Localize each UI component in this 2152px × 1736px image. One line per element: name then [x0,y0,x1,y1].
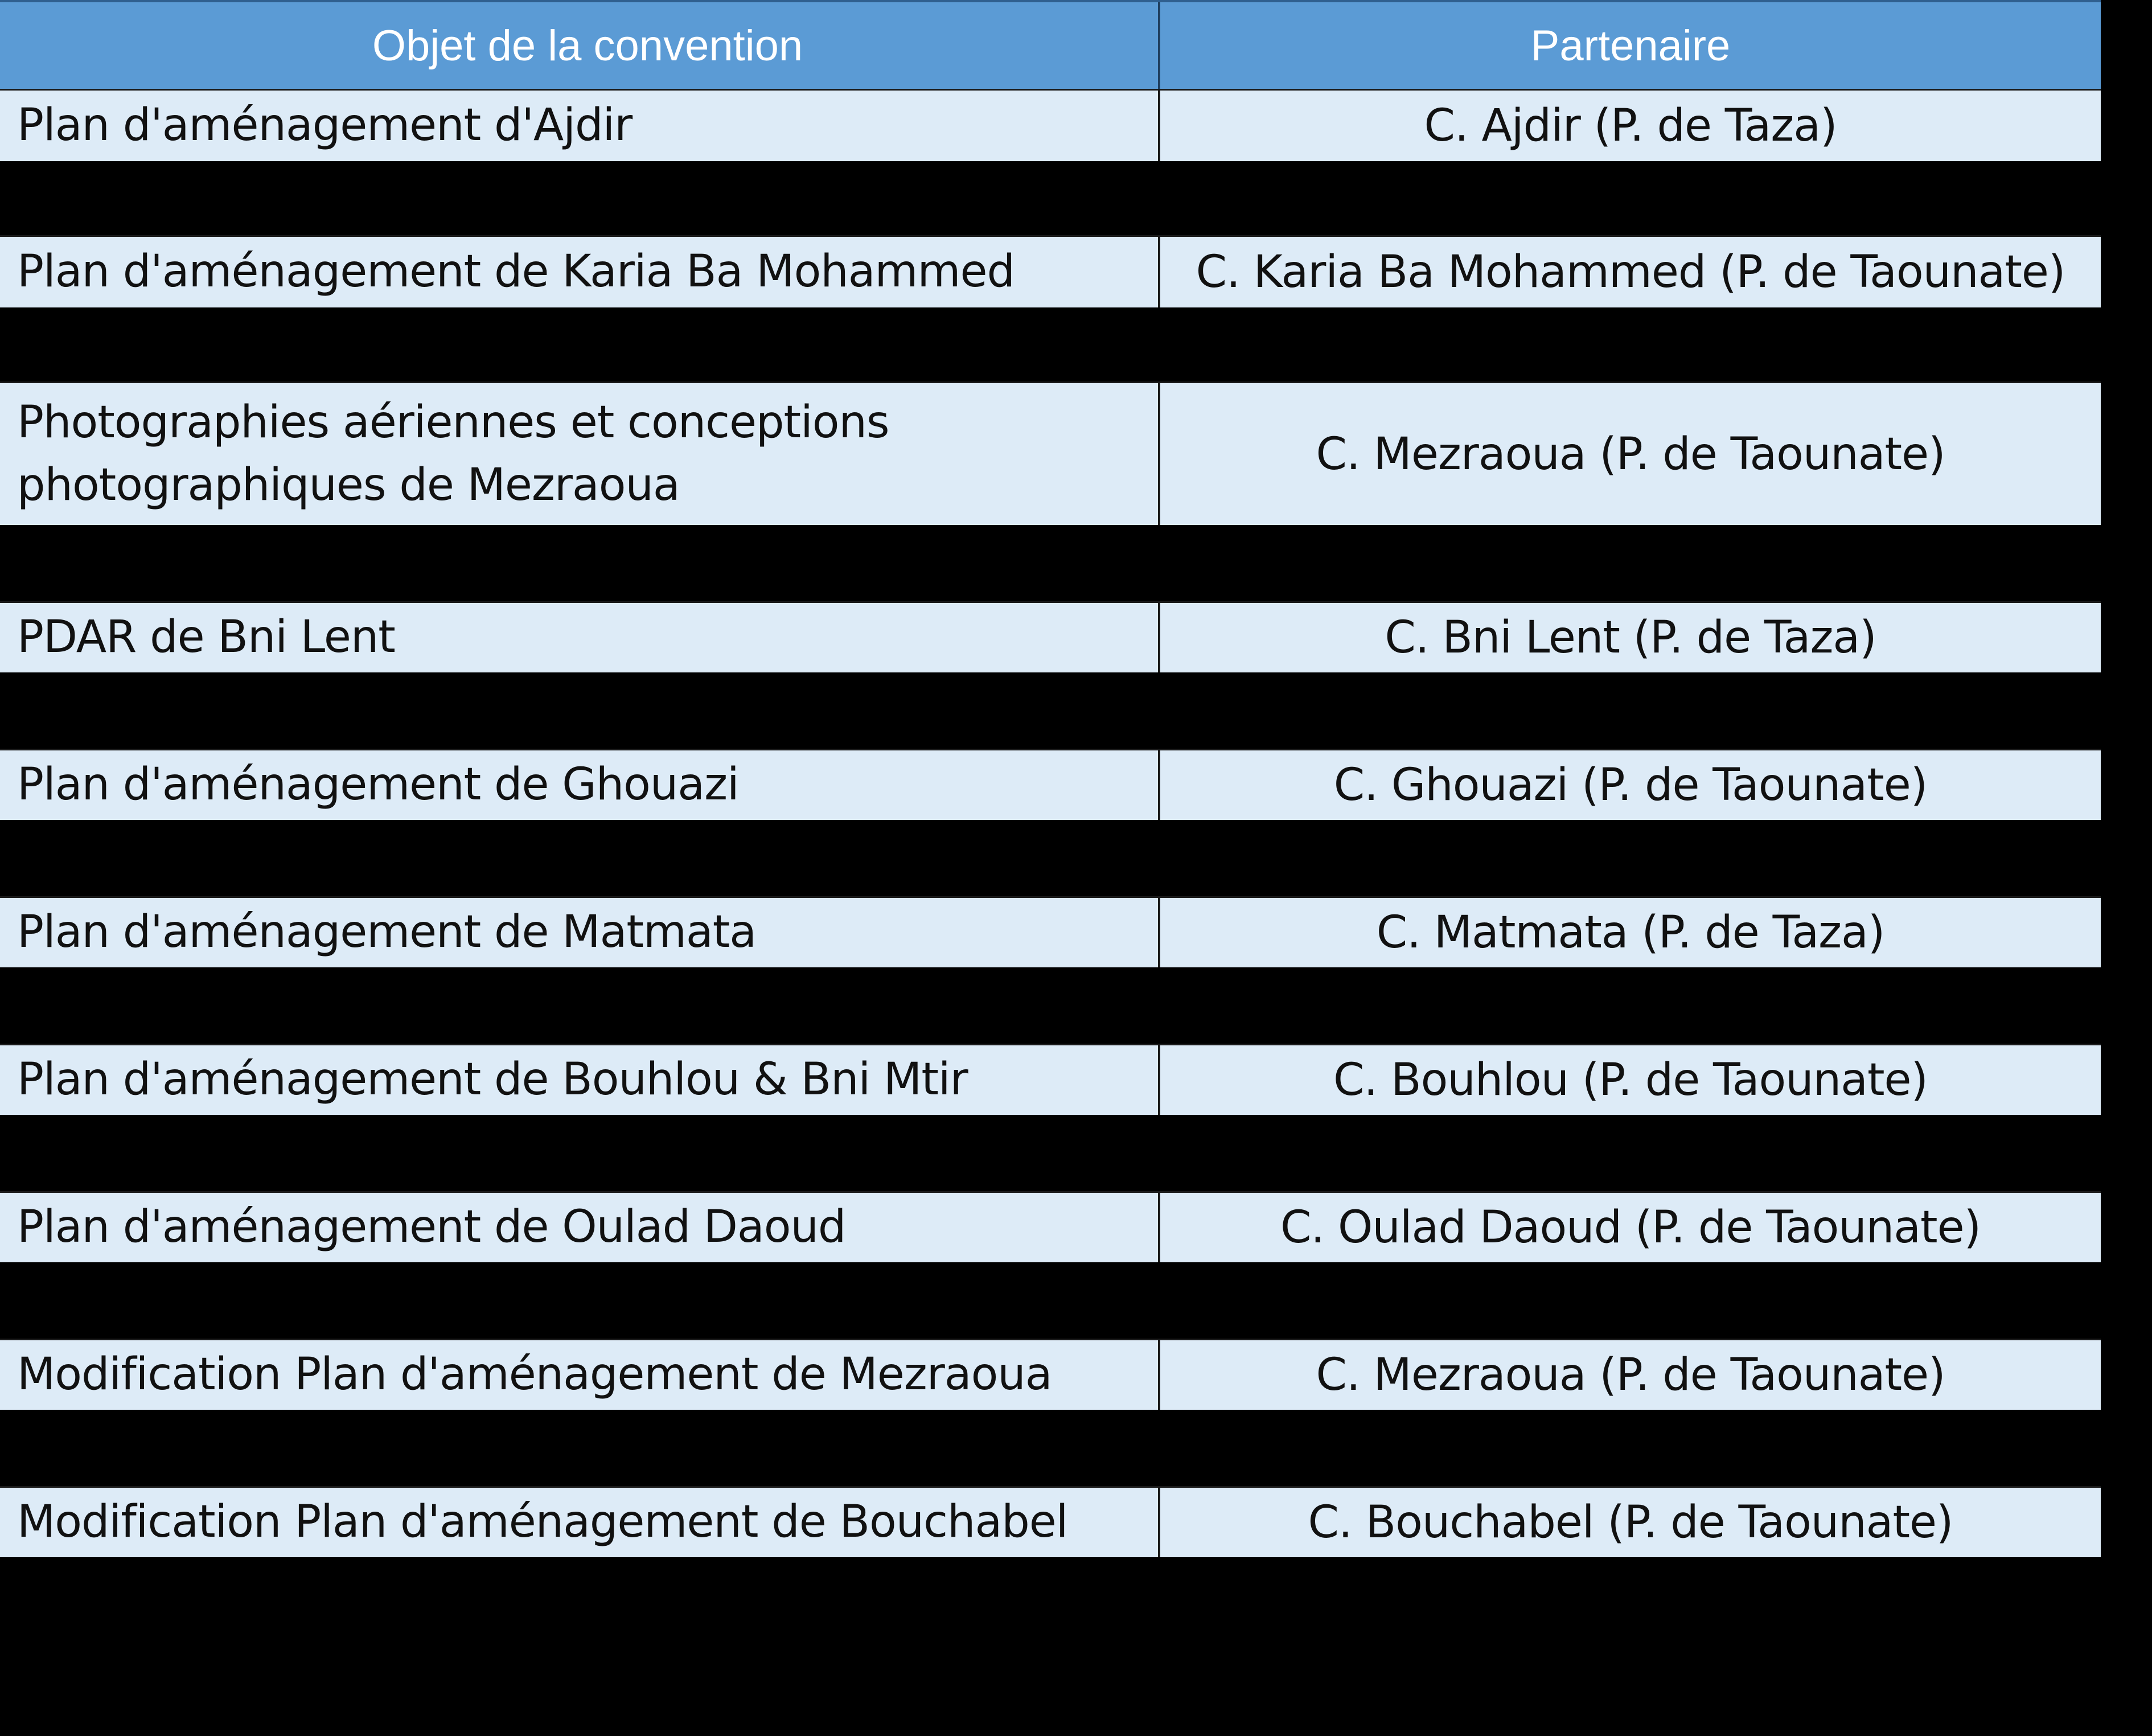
table-row [0,1339,2101,1410]
cell-objet: Plan d'aménagement de Ain Maatouf [0,967,1160,1044]
cell-partenaire: C. Bni Ftah (P. de Taza) [1384,685,1877,736]
cell-partenaire: C. Tissa (P. de Taounate) [1367,1570,1894,1621]
cell-objet: Plan d'aménagement de Karia Ba Mohammed [0,237,1160,307]
cell-partenaire: C. Karia Ba Mohammed (P. de Taounate) [1196,247,2065,298]
table-row [0,672,2101,749]
table-row [0,749,2101,820]
table-row [0,1410,2101,1486]
table-row [0,89,2101,161]
cell-partenaire: C. Mezraoua (P. de Taounate) [1316,428,1945,480]
cell-partenaire: C. Ain Aicha (P. de Taounate) [1321,832,1940,884]
cell-objet: Plan d'aménagement de Ghouazi [0,750,1160,820]
cell-objet: Modification Plan d'aménagement de Mezraoua [0,1340,1160,1410]
cell-objet: Photographies aériennes et conceptions photographiques de Mezraoua [0,383,1160,525]
cell-objet: Plan d'aménagement d'Ajdir [0,91,1160,161]
cell-objet: PDAR de Bni Ftah [0,672,1160,749]
cell-partenaire: C. Oulad Daoud (P. de Taounate) [1280,1202,1981,1253]
cell-partenaire: C. Matmata (P. de Taza) [1376,907,1885,958]
cell-objet: Modification Plan d'aménagement du Douar Hmirou [0,1262,1160,1339]
cell-partenaire: C. Ajdir (P. de Taza) [1424,173,1837,224]
cell-partenaire: C. Ghouazi (P. de Taounate) [1333,760,1928,811]
table-row [0,1557,2101,1634]
cell-objet: PDAR de Bni Lent [0,603,1160,672]
table-row [0,1191,2101,1262]
table-row [0,820,2101,896]
cell-objet: Plan d'aménagement de Matmata [0,898,1160,967]
table-header [0,0,2101,89]
table-row [0,161,2101,235]
table-row [0,1115,2101,1191]
table-row [0,967,2101,1044]
cell-objet: Plan d'aménagement de Ain Aicha [0,820,1160,896]
header-objet: Objet de la convention [0,2,1160,89]
cell-objet: Plan d'aménagement de Tissa [0,1557,1160,1634]
cell-objet: Modification Plan d'aménagement de Bouchabel [0,1488,1160,1557]
cell-partenaire: C. Ain Maatouf (P. de Taza) [1343,980,1918,1031]
cell-partenaire: C. Aït Saghrouchene (P. de Taza) [1281,537,1980,589]
cell-partenaire: C. Sidi Yahya Bni Zeroual (P. de Taounate) [1181,1422,2080,1474]
cell-objet: Plan d'aménagement de Bouzemlan & Tamzourt [0,525,1160,601]
cell-objet: Plan d'aménagement de Oulad Daoud [0,1193,1160,1262]
cell-partenaire: C. Bouchabel (P. de Taounate) [1308,1497,1953,1548]
cell-partenaire: C. Bouadel (P. de Taounate) [1333,1275,1928,1326]
table-row [0,235,2101,307]
cell-objet: Plan d'aménagement de Aïn Hamra [0,161,1160,235]
cell-objet: Plan d'aménagement de Rass Elma & Sidi Majbar [0,307,1160,381]
table-row [0,381,2101,525]
cell-partenaire: C. Ajdir (P. de Taza) [1424,100,1837,151]
table-row [0,1044,2101,1115]
table-row [0,307,2101,381]
table-row [0,896,2101,967]
table-row [0,1486,2101,1557]
cell-objet: Plan d'aménagement de Bouhouda [0,1115,1160,1191]
cell-partenaire: C. Bab Boudir (P. de Taza) [1354,319,1907,370]
cell-partenaire: C. Bni Lent (P. de Taza) [1385,612,1876,663]
cell-partenaire: C. Bouhlou (P. de Taounate) [1333,1054,1928,1106]
cell-partenaire: C. Bouhouda (P. de Taza) [1363,1127,1898,1179]
header-partenaire: Partenaire [1530,21,1731,70]
table-row [0,1262,2101,1339]
cell-partenaire: C. Mezraoua (P. de Taounate) [1316,1349,1945,1401]
table-row [0,601,2101,672]
table-row [0,525,2101,601]
cell-objet: Plan d'aménagement de Bouhlou & Bni Mtir [0,1045,1160,1115]
cell-objet: Plan d'aménagement de Sidi Yahya Bni Zeroual [0,1410,1160,1486]
